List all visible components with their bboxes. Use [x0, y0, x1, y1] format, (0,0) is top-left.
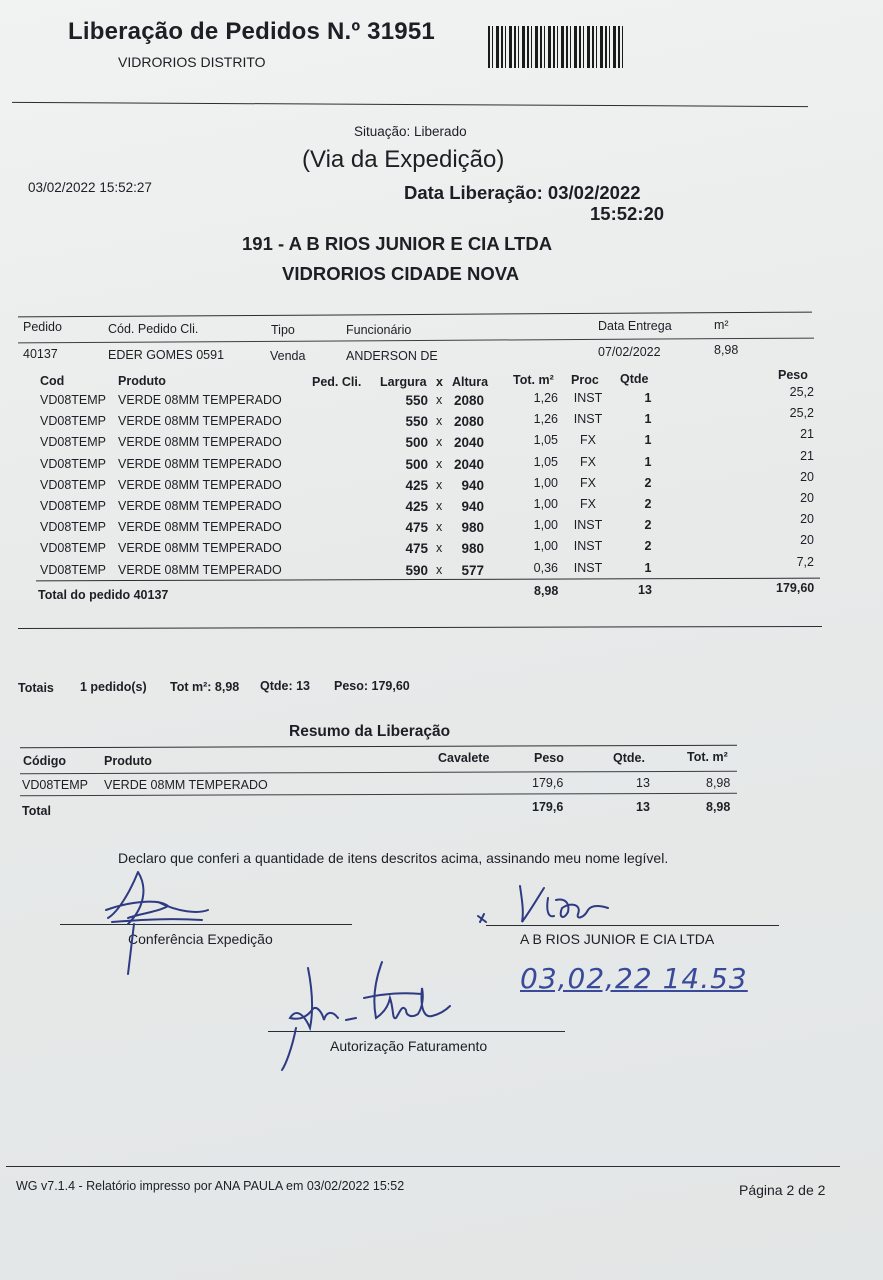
print-timestamp: 03/02/2022 15:52:27: [28, 180, 152, 195]
summary-total-label: Total: [22, 804, 51, 818]
summary-total-qtde: 13: [636, 800, 650, 814]
item-peso: 20: [800, 469, 814, 484]
item-largura: 590: [405, 562, 428, 578]
declaration-text: Declaro que conferi a quantidade de itens descritos acima, assinando meu nome legível.: [118, 850, 669, 866]
divider: [12, 102, 808, 107]
order-total-label: Total do pedido 40137: [38, 588, 169, 602]
item-produto: VERDE 08MM TEMPERADO: [118, 456, 282, 471]
via-label: (Via da Expedição): [302, 146, 505, 173]
item-x: x: [436, 477, 443, 492]
summary-title: Resumo da Liberação: [289, 723, 451, 740]
col-header-qtde: Qtde: [620, 372, 649, 386]
totals-label: Totais: [18, 681, 54, 695]
item-peso: 21: [800, 448, 814, 463]
col-header-largura: Largura: [380, 375, 427, 389]
release-time: 15:52:20: [590, 203, 665, 224]
order-total-peso: 179,60: [776, 581, 815, 595]
item-x: x: [436, 393, 443, 407]
item-proc: FX: [580, 454, 596, 469]
item-produto: VERDE 08MM TEMPERADO: [118, 541, 282, 556]
order-total-m2: 8,98: [534, 584, 559, 598]
divider: [18, 626, 822, 629]
item-altura: 2080: [453, 393, 484, 408]
item-qtde: 1: [644, 412, 652, 427]
item-qtde: 1: [644, 560, 652, 575]
col-header-tot-m2: Tot. m²: [513, 373, 554, 387]
signature-cliente-icon: [472, 878, 622, 930]
item-x: x: [436, 562, 443, 577]
item-produto: VERDE 08MM TEMPERADO: [118, 477, 282, 492]
item-proc: INST: [573, 560, 603, 575]
item-qtde: 1: [644, 433, 652, 448]
handwritten-date: 03,02,22 14.53: [520, 962, 748, 995]
item-proc: INST: [573, 518, 603, 533]
item-x: x: [436, 456, 443, 471]
footer-printed-by: WG v7.1.4 - Relatório impresso por ANA PAULA em 03/02/2022 15:52: [16, 1179, 405, 1193]
item-produto: VERDE 08MM TEMPERADO: [118, 499, 282, 513]
signature-conferencia-icon: [98, 862, 218, 980]
item-largura: 475: [405, 541, 428, 557]
item-peso: 20: [800, 512, 814, 527]
summary-col-cavalete: Cavalete: [438, 751, 490, 765]
item-x: x: [436, 499, 443, 513]
summary-col-peso: Peso: [534, 751, 564, 765]
order-tipo: Venda: [270, 349, 306, 363]
item-cod: VD08TEMP: [40, 541, 106, 556]
item-tot-m2: 1,26: [533, 412, 558, 427]
item-qtde: 1: [644, 454, 652, 469]
divider: [18, 338, 814, 344]
item-largura: 500: [405, 456, 428, 472]
item-proc: INST: [573, 412, 603, 427]
summary-row-codigo: VD08TEMP: [22, 778, 88, 792]
summary-col-tot-m2: Tot. m²: [687, 750, 728, 764]
order-data-entrega: 07/02/2022: [598, 345, 661, 359]
status-text: Situação: Liberado: [354, 124, 467, 139]
order-total-qtde: 13: [638, 583, 652, 597]
col-header-m2: m²: [714, 318, 729, 332]
order-pedido: 40137: [23, 347, 58, 361]
item-produto: VERDE 08MM TEMPERADO: [118, 520, 282, 535]
release-date: Data Liberação: 03/02/2022: [404, 182, 641, 203]
item-tot-m2: 1,05: [533, 454, 558, 469]
summary-row-tot-m2: 8,98: [706, 776, 731, 790]
item-peso: 20: [800, 533, 814, 548]
divider: [36, 578, 820, 582]
item-peso: 25,2: [789, 406, 814, 421]
item-proc: INST: [573, 391, 603, 405]
item-produto: VERDE 08MM TEMPERADO: [118, 435, 282, 450]
item-proc: FX: [580, 433, 596, 448]
summary-total-peso: 179,6: [532, 800, 564, 814]
totals-qtde: Qtde: 13: [260, 679, 311, 693]
item-tot-m2: 1,05: [533, 433, 558, 448]
item-cod: VD08TEMP: [40, 477, 106, 492]
footer-divider: [6, 1166, 840, 1167]
order-cod-pedido-cli: EDER GOMES 0591: [108, 348, 225, 362]
item-tot-m2: 1,00: [533, 497, 558, 511]
item-qtde: 2: [644, 497, 652, 511]
item-tot-m2: 1,00: [533, 475, 558, 490]
item-largura: 425: [405, 477, 428, 493]
divider: [20, 771, 737, 775]
item-proc: FX: [580, 497, 596, 511]
item-peso: 7,2: [796, 554, 814, 569]
item-altura: 980: [461, 520, 484, 536]
summary-col-produto: Produto: [104, 754, 152, 768]
col-header-produto: Produto: [118, 374, 166, 388]
col-header-x: x: [436, 375, 443, 389]
col-header-ped-cli: Ped. Cli.: [312, 375, 362, 389]
item-x: x: [436, 541, 443, 556]
barcode-icon: [488, 26, 624, 68]
item-peso: 21: [800, 427, 814, 442]
item-cod: VD08TEMP: [40, 414, 106, 429]
item-altura: 980: [461, 541, 484, 557]
item-altura: 2040: [453, 456, 484, 472]
item-largura: 475: [405, 520, 428, 536]
order-funcionario: ANDERSON DE: [346, 349, 438, 363]
col-header-cod: Cod: [40, 374, 65, 388]
totals-m2: Tot m²: 8,98: [170, 680, 240, 694]
item-largura: 550: [405, 393, 428, 408]
item-produto: VERDE 08MM TEMPERADO: [118, 393, 282, 407]
footer-page-number: Página 2 de 2: [739, 1182, 826, 1198]
item-cod: VD08TEMP: [40, 562, 106, 577]
item-altura: 940: [461, 477, 484, 493]
item-proc: FX: [580, 475, 596, 490]
client-branch: VIDRORIOS CIDADE NOVA: [282, 263, 520, 284]
item-largura: 425: [405, 499, 428, 514]
item-tot-m2: 1,26: [533, 391, 558, 405]
item-x: x: [436, 520, 443, 535]
item-qtde: 2: [644, 518, 652, 533]
summary-col-qtde: Qtde.: [613, 751, 645, 765]
col-header-peso: Peso: [778, 368, 808, 382]
col-header-pedido: Pedido: [23, 320, 62, 334]
item-peso: 25,2: [789, 385, 814, 399]
signature-label-cliente: A B RIOS JUNIOR E CIA LTDA: [520, 931, 715, 947]
item-altura: 2040: [453, 435, 484, 451]
item-proc: INST: [573, 539, 603, 554]
signature-label-conferencia: Conferência Expedição: [128, 931, 273, 947]
totals-pedidos: 1 pedido(s): [80, 680, 147, 694]
item-altura: 2080: [453, 414, 484, 430]
item-largura: 550: [405, 414, 428, 430]
col-header-tipo: Tipo: [271, 323, 295, 337]
item-cod: VD08TEMP: [40, 456, 106, 471]
col-header-proc: Proc: [571, 373, 599, 387]
item-cod: VD08TEMP: [40, 393, 106, 407]
item-qtde: 2: [644, 475, 652, 490]
document-title: Liberação de Pedidos N.º 31951: [68, 18, 435, 45]
col-header-data-entrega: Data Entrega: [598, 319, 672, 333]
col-header-funcionario: Funcionário: [346, 323, 412, 337]
divider: [20, 793, 737, 797]
item-cod: VD08TEMP: [40, 499, 106, 513]
item-produto: VERDE 08MM TEMPERADO: [118, 414, 282, 429]
signature-label-autorizacao: Autorização Faturamento: [330, 1038, 488, 1054]
company-name: VIDRORIOS DISTRITO: [118, 54, 266, 70]
item-cod: VD08TEMP: [40, 520, 106, 535]
item-cod: VD08TEMP: [40, 435, 106, 450]
totals-peso: Peso: 179,60: [334, 679, 410, 693]
item-tot-m2: 1,00: [533, 539, 558, 554]
divider: [18, 312, 812, 318]
col-header-cod-pedido-cli: Cód. Pedido Cli.: [108, 322, 199, 336]
item-tot-m2: 1,00: [533, 518, 558, 533]
item-largura: 500: [405, 435, 428, 451]
summary-row-peso: 179,6: [532, 776, 564, 790]
summary-total-tot-m2: 8,98: [706, 800, 731, 814]
item-qtde: 2: [644, 539, 652, 554]
item-peso: 20: [800, 491, 814, 505]
order-m2: 8,98: [714, 343, 739, 357]
summary-col-codigo: Código: [23, 754, 67, 768]
summary-row-qtde: 13: [636, 776, 650, 790]
summary-row-produto: VERDE 08MM TEMPERADO: [104, 778, 268, 792]
item-tot-m2: 0,36: [533, 560, 558, 575]
col-header-altura: Altura: [452, 375, 489, 389]
item-qtde: 1: [644, 391, 652, 405]
item-altura: 940: [461, 499, 484, 514]
item-altura: 577: [461, 562, 484, 578]
divider: [20, 745, 737, 749]
item-x: x: [436, 435, 443, 450]
client-name: 191 - A B RIOS JUNIOR E CIA LTDA: [242, 233, 553, 254]
signature-autorizacao-icon: [272, 958, 472, 1076]
item-x: x: [436, 414, 443, 429]
item-produto: VERDE 08MM TEMPERADO: [118, 562, 282, 577]
